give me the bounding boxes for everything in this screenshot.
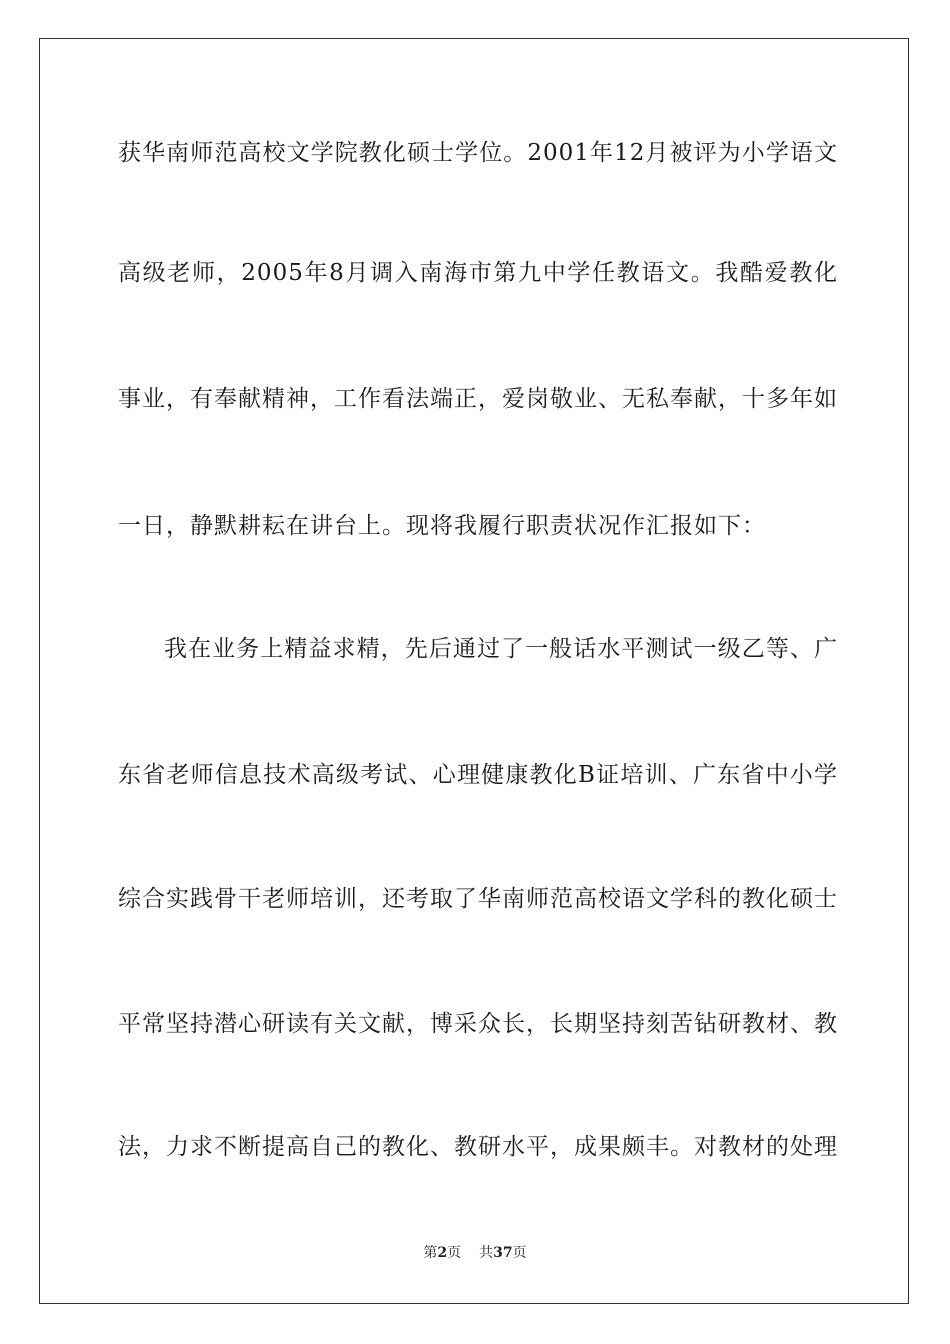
page-label-prefix: 第	[423, 1245, 438, 1261]
total-label-prefix: 共	[479, 1245, 494, 1261]
total-page-count: 37	[493, 1245, 513, 1261]
body-text-line: 综合实践骨干老师培训，还考取了华南师范高校语文学科的教化硕士	[118, 886, 838, 912]
paragraph-first-line: 我在业务上精益求精，先后通过了一般话水平测试一级乙等、广	[164, 636, 838, 662]
body-text-line: 获华南师范高校文学院教化硕士学位。2001年12月被评为小学语文	[118, 140, 838, 166]
page-label-suffix: 页	[447, 1245, 462, 1261]
body-text-line: 一日，静默耕耘在讲台上。现将我履行职责状况作汇报如下：	[118, 513, 766, 539]
body-text-line: 事业，有奉献精神，工作看法端正，爱岗敬业、无私奉献，十多年如	[118, 386, 838, 412]
body-text-line: 高级老师，2005年8月调入南海市第九中学任教语文。我酷爱教化	[118, 260, 838, 286]
page-border	[39, 38, 909, 1304]
body-text-line: 东省老师信息技术高级考试、心理健康教化B证培训、广东省中小学	[118, 762, 838, 788]
page-footer	[0, 1244, 950, 1262]
body-text-line: 平常坚持潜心研读有关文献，博采众长，长期坚持刻苦钻研教材、教	[118, 1011, 838, 1037]
body-text-line: 法，力求不断提高自己的教化、教研水平，成果颇丰。对教材的处理	[118, 1134, 838, 1160]
current-page-number: 2	[437, 1245, 448, 1261]
total-label-suffix: 页	[512, 1245, 527, 1261]
